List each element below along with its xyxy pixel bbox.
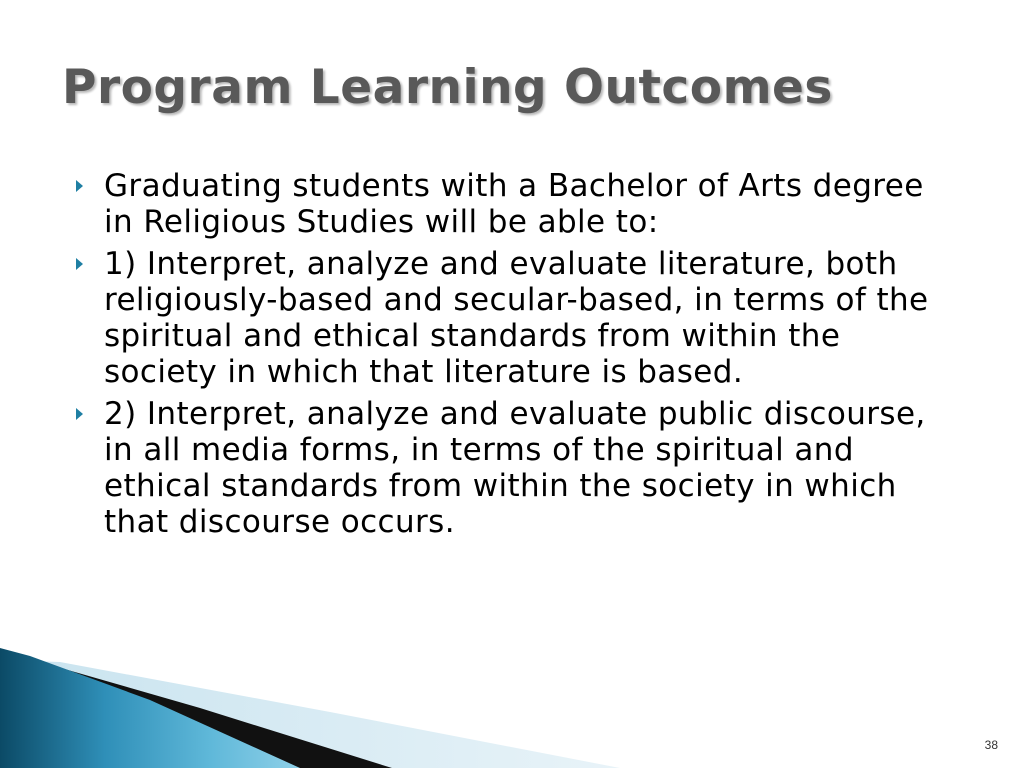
bullet-text: 2) Interpret, analyze and evaluate public discourse, in all media forms, in terms of the spiritual and ethical standards from within the society in which that discourse occurs. xyxy=(104,396,926,540)
bullet-text: 1) Interpret, analyze and evaluate literature, both religiously-based and secular-based, in terms of the spiritual and ethical standards from within the society in which that literature is based. xyxy=(104,246,929,390)
slide-title: Program Learning Outcomes xyxy=(62,60,833,115)
page-number: 38 xyxy=(984,738,998,752)
bullet-text: Graduating students with a Bachelor of Arts degree in Religious Studies will be able to: xyxy=(104,168,924,240)
